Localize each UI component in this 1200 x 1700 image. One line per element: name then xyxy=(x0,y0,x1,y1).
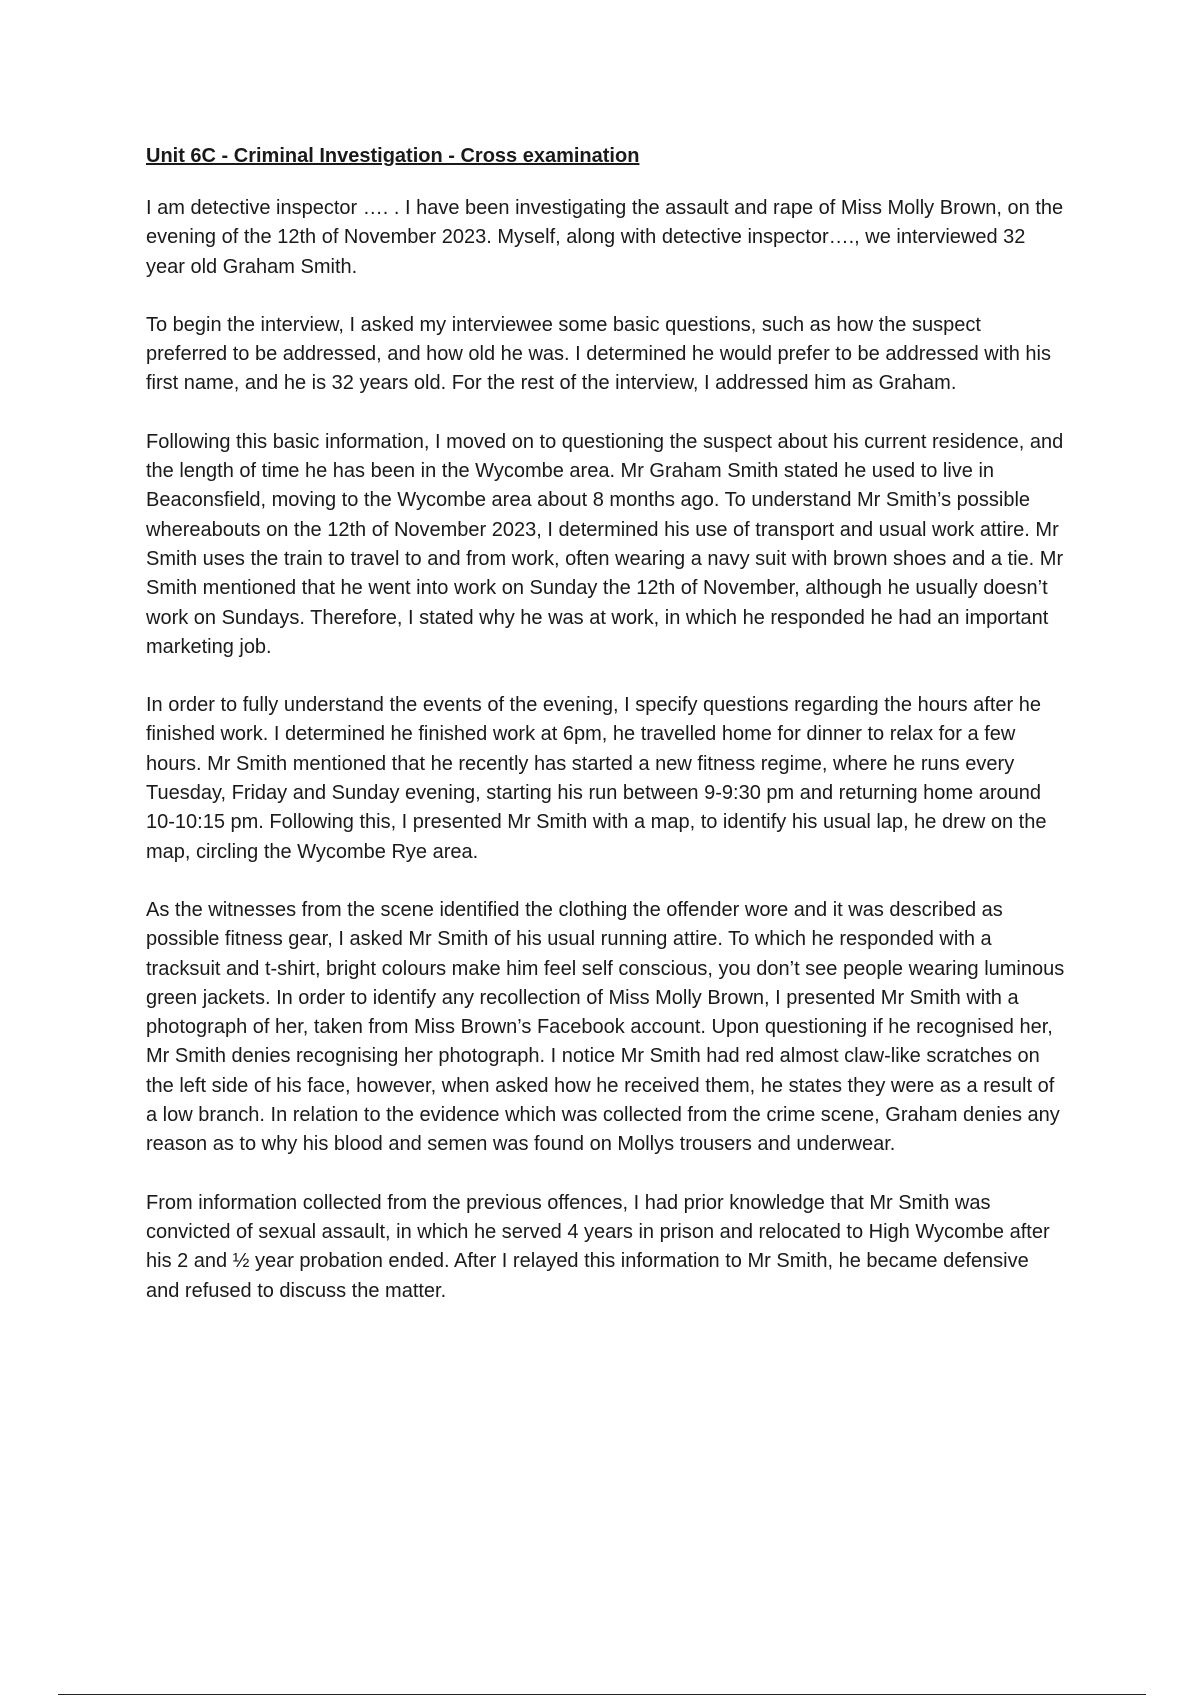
bottom-divider xyxy=(58,1694,1146,1695)
paragraph-residence-and-work: Following this basic information, I moved on to questioning the suspect about his current residence, and the length of time he has been in the Wycombe area. Mr Graham Smith stated he used to live in Beaconsfield, moving to the Wycombe area about 8 months ago. To understand Mr Smith’s possible whereabouts on the 12th of November 2023, I determined his use of transport and usual work attire. Mr Smith uses the train to travel to and from work, often wearing a navy suit with brown shoes and a tie. Mr Smith mentioned that he went into work on Sunday the 12th of November, although he usually doesn’t work on Sundays. Therefore, I stated why he was at work, in which he responded he had an important marketing job. xyxy=(146,430,1064,658)
paragraph-basic-questions: To begin the interview, I asked my interviewee some basic questions, such as how the suspect preferred to be addressed, and how old he was. I determined he would prefer to be addressed with his first name, and he is 32 years old. For the rest of the interview, I addressed him as Graham. xyxy=(146,313,1051,395)
paragraph-clothing-and-evidence: As the witnesses from the scene identified the clothing the offender wore and it was described as possible fitness gear, I asked Mr Smith of his usual running attire. To which he responded with a tracksuit and t-shirt, bright colours make him feel self conscious, you don’t see people wearing luminous green jackets. In order to identify any recollection of Miss Molly Brown, I presented Mr Smith with a photograph of her, taken from Miss Brown’s Facebook account. Upon questioning if he recognised her, Mr Smith denies recognising her photograph. I notice Mr Smith had red almost claw-like scratches on the left side of his face, however, when asked how he received them, he states they were as a result of a low branch. In relation to the evidence which was collected from the crime scene, Graham denies any reason as to why his blood and semen was found on Mollys trousers and underwear. xyxy=(146,898,1065,1156)
document-title: Unit 6C - Criminal Investigation - Cross examination xyxy=(146,145,640,167)
document-body xyxy=(146,142,1066,1335)
paragraph-prior-offences: From information collected from the previous offences, I had prior knowledge that Mr Smith was convicted of sexual assault, in which he served 4 years in prison and relocated to High Wycombe after his 2 and ½ year probation ended. After I relayed this information to Mr Smith, he became defensive and refused to discuss the matter. xyxy=(146,1191,1050,1302)
paragraph-introduction: I am detective inspector …. . I have been investigating the assault and rape of Miss Molly Brown, on the evening of the 12th of November 2023. Myself, along with detective inspector…., we interviewed 32 year old Graham Smith. xyxy=(146,197,1064,278)
paragraph-evening-events: In order to fully understand the events of the evening, I specify questions regarding the hours after he finished work. I determined he finished work at 6pm, he travelled home for dinner to relax for a few hours. Mr Smith mentioned that he recently has started a new fitness regime, where he runs every Tuesday, Friday and Sunday evening, starting his run between 9-9:30 pm and returning home around 10-10:15 pm. Following this, I presented Mr Smith with a map, to identify his usual lap, he drew on the map, circling the Wycombe Rye area. xyxy=(146,694,1047,863)
